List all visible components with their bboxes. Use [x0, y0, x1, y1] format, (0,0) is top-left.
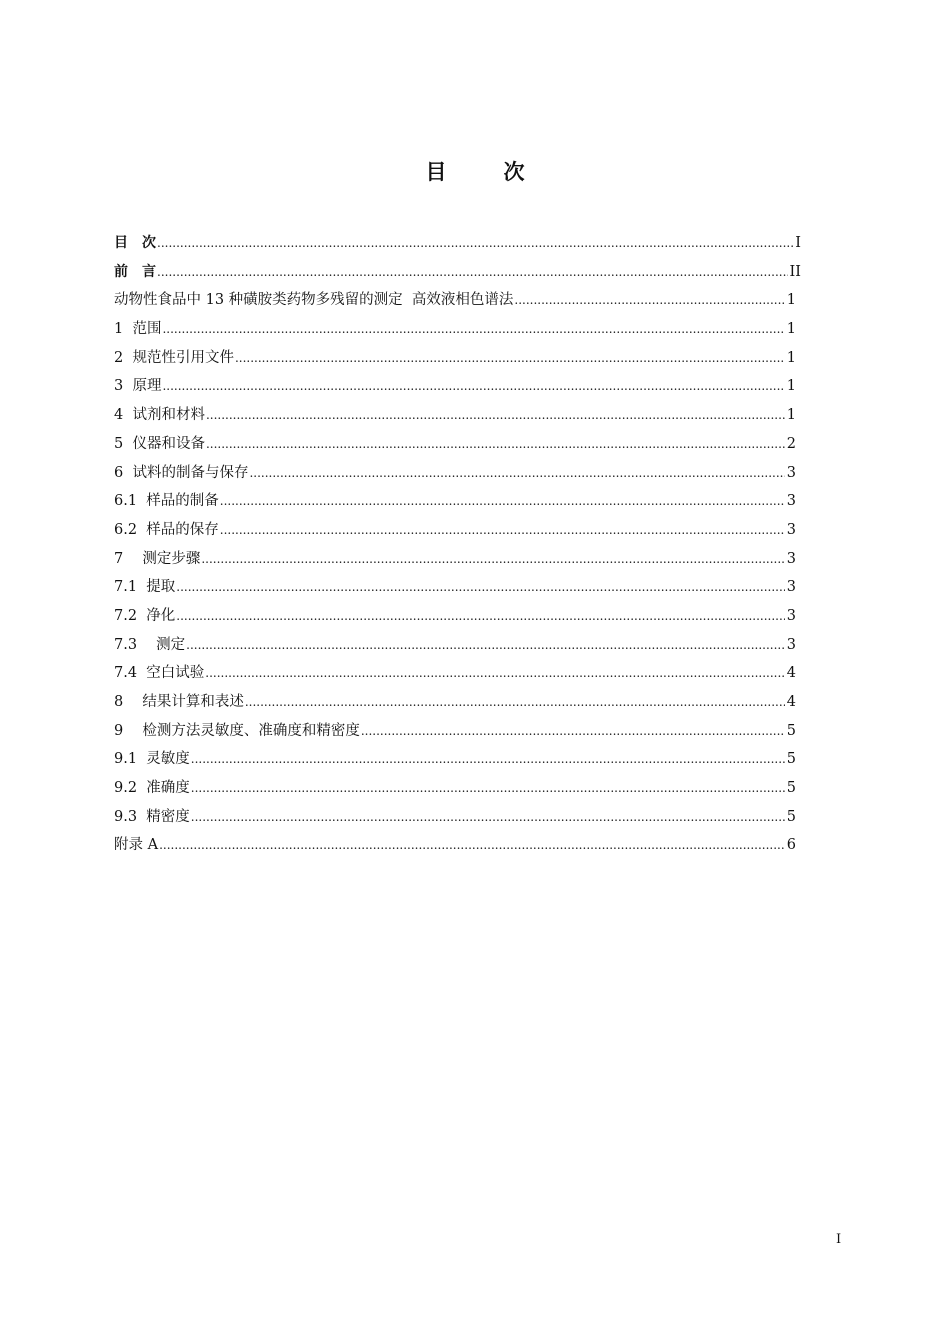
toc-entry-9[interactable]: [114, 720, 801, 749]
toc-entry-label: 1 范围: [114, 321, 162, 338]
toc-entry-8[interactable]: [114, 691, 801, 720]
toc-entry-label: 7.2 净化: [114, 607, 176, 624]
toc-entry-7-4[interactable]: [114, 662, 801, 691]
toc-entry-label: 附录 A: [114, 837, 159, 854]
toc-dot-leader: [220, 490, 785, 512]
toc-entry-page: 4: [786, 665, 796, 682]
toc-entry-label: 6.2 样品的保存: [114, 521, 219, 538]
toc-entry-page: 6: [786, 837, 796, 854]
toc-entry-page: 2: [786, 435, 796, 452]
toc-dot-leader: [191, 748, 785, 770]
toc-entry-label: 9.1 灵敏度: [114, 751, 190, 768]
toc-entry-5[interactable]: [114, 433, 801, 462]
toc-dot-leader: [206, 433, 785, 455]
toc-dot-leader: [176, 605, 784, 627]
toc-entry-page: 3: [786, 493, 796, 510]
toc-entry-9-3[interactable]: [114, 806, 801, 835]
toc-entry-page: 1: [786, 321, 796, 338]
toc-entry-page: 3: [786, 579, 796, 596]
toc-dot-leader: [186, 634, 785, 656]
toc-entry-label: 6.1 样品的制备: [114, 493, 219, 510]
toc-entry-label: 前 言: [114, 263, 156, 280]
toc-entry-page: 1: [786, 349, 796, 366]
toc-entry-page: 3: [786, 521, 796, 538]
toc-dot-leader: [191, 806, 785, 828]
toc-entry-9-2[interactable]: [114, 777, 801, 806]
toc-dot-leader: [176, 576, 784, 598]
toc-entry-label: 9.2 准确度: [114, 780, 190, 797]
toc-entry-page: 1: [786, 292, 796, 309]
toc-dot-leader: [191, 777, 785, 799]
toc-entry-7-3[interactable]: [114, 634, 801, 663]
toc-entry-label: 4 试剂和材料: [114, 407, 205, 424]
toc-entry-label: 动物性食品中 13 种磺胺类药物多残留的测定 高效液相色谱法: [114, 292, 514, 309]
toc-dot-leader: [249, 462, 784, 484]
table-of-contents: [114, 232, 801, 863]
toc-entry-label: 目 次: [114, 235, 156, 251]
toc-entry-9-1[interactable]: [114, 748, 801, 777]
page-title: 目 次: [425, 160, 543, 184]
toc-dot-leader: [157, 261, 788, 283]
toc-entry-label: 2 规范性引用文件: [114, 349, 234, 366]
toc-entry-label: 5 仪器和设备: [114, 435, 205, 452]
toc-entry-appendix-a[interactable]: [114, 834, 801, 863]
toc-entry-page: I: [795, 235, 801, 251]
toc-entry-foreword[interactable]: [114, 261, 801, 290]
toc-entry-label: 7 测定步骤: [114, 550, 201, 567]
toc-dot-leader: [201, 548, 784, 570]
toc-entry-page: 3: [786, 607, 796, 624]
toc-dot-leader: [245, 691, 785, 713]
toc-entry-page: 5: [786, 751, 796, 768]
toc-entry-contents[interactable]: [114, 232, 801, 261]
toc-entry-label: 7.4 空白试验: [114, 665, 205, 682]
toc-entry-7[interactable]: [114, 548, 801, 577]
toc-entry-standard-title[interactable]: [114, 289, 801, 318]
toc-dot-leader: [361, 720, 785, 742]
toc-entry-page: 1: [786, 407, 796, 424]
toc-entry-page: 5: [786, 780, 796, 797]
toc-dot-leader: [162, 375, 784, 397]
toc-entry-4[interactable]: [114, 404, 801, 433]
toc-dot-leader: [514, 289, 784, 311]
toc-entry-page: 5: [786, 722, 796, 739]
toc-entry-7-1[interactable]: [114, 576, 801, 605]
toc-entry-label: 7.1 提取: [114, 579, 176, 596]
toc-entry-3[interactable]: [114, 375, 801, 404]
toc-dot-leader: [162, 318, 784, 340]
toc-entry-label: 3 原理: [114, 378, 162, 395]
toc-entry-page: 3: [786, 550, 796, 567]
toc-dot-leader: [220, 519, 785, 541]
toc-dot-leader: [235, 347, 785, 369]
toc-entry-page: 3: [786, 464, 796, 481]
toc-entry-page: 4: [786, 694, 796, 710]
toc-dot-leader: [159, 834, 785, 856]
toc-entry-label: 9.3 精密度: [114, 808, 190, 825]
toc-entry-2[interactable]: [114, 347, 801, 376]
toc-entry-6[interactable]: [114, 462, 801, 491]
toc-dot-leader: [206, 404, 785, 426]
page-number: I: [836, 1232, 842, 1247]
toc-entry-label: 6 试料的制备与保存: [114, 464, 249, 481]
toc-entry-label: 9 检测方法灵敏度、准确度和精密度: [114, 722, 360, 739]
toc-entry-page: 5: [786, 808, 796, 825]
toc-entry-6-2[interactable]: [114, 519, 801, 548]
toc-entry-1[interactable]: [114, 318, 801, 347]
toc-entry-page: 1: [786, 378, 796, 395]
toc-dot-leader: [157, 232, 793, 254]
toc-entry-label: 7.3 测定: [114, 636, 186, 653]
toc-entry-6-1[interactable]: [114, 490, 801, 519]
toc-entry-page: II: [789, 263, 801, 280]
toc-entry-page: 3: [786, 636, 796, 653]
toc-entry-7-2[interactable]: [114, 605, 801, 634]
toc-entry-label: 8 结果计算和表述: [114, 694, 244, 710]
toc-dot-leader: [205, 662, 784, 684]
